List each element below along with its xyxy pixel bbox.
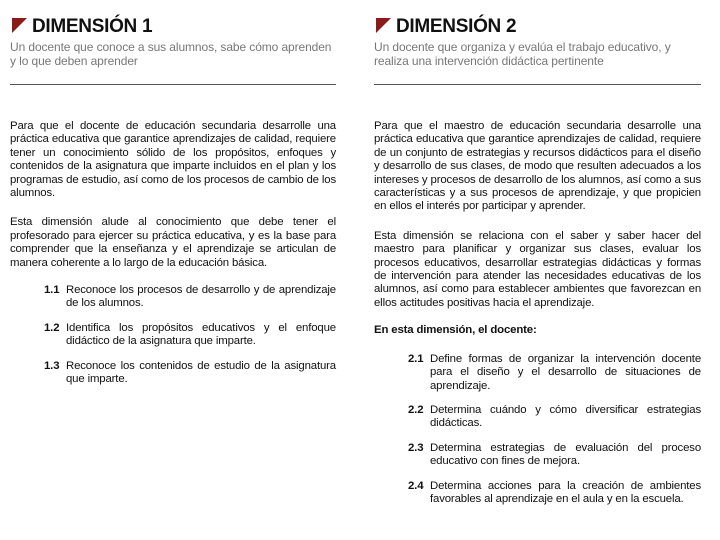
- corner-marker-icon: [12, 18, 27, 33]
- dimension-1-list: [44, 284, 336, 386]
- dimension-1-header: [10, 14, 336, 40]
- item-text: Define formas de organizar la intervención docente para el diseño y el desarrollo de situaciones de aprendizaje.: [430, 352, 701, 392]
- divider: [374, 84, 701, 85]
- item-text: Reconoce los contenidos de estudio de la asignatura que imparte.: [66, 359, 336, 386]
- dimension-2-lead: En esta dimensión, el docente:: [374, 324, 537, 337]
- item-number: 1.2: [44, 321, 60, 334]
- item-text: Determina estrategias de evaluación del proceso educativo con fines de mejora.: [430, 441, 701, 468]
- dimension-2-list: [408, 353, 701, 507]
- corner-marker-icon: [376, 18, 391, 33]
- item-number: 2.3: [408, 441, 424, 454]
- dimension-1-paragraph-1: Para que el docente de educación secundaria desarrolle una práctica educativa que garantice aprendizajes de calidad, requiere tener un conocimiento sólido de los propósitos, enfoques y contenidos de la asignatura que imparte incluidos en el plan y los programas de estudio, así como de los procesos de cambio de los alumnos.: [10, 120, 336, 200]
- list-item: [44, 284, 336, 311]
- item-number: 2.2: [408, 403, 424, 416]
- dimension-2-header: [374, 14, 701, 40]
- divider: [10, 84, 336, 85]
- dimension-1-title: DIMENSIÓN 1: [32, 16, 153, 37]
- list-item: [408, 442, 701, 469]
- list-item: [408, 404, 701, 431]
- dimension-2-subtitle: Un docente que organiza y evalúa el trabajo educativo, y realiza una intervención didáctica pertinente: [374, 40, 671, 68]
- item-number: 2.1: [408, 352, 424, 365]
- list-item: [408, 480, 701, 507]
- item-number: 1.1: [44, 284, 60, 297]
- dimension-2-title: DIMENSIÓN 2: [396, 16, 517, 37]
- item-number: 2.4: [408, 479, 424, 492]
- dimension-2-paragraph-1: Para que el maestro de educación secundaria desarrolle una práctica educativa que garantice aprendizajes de calidad, requiere de un conjunto de estrategias y recursos didácticos para el diseño y desarrollo de sus clases, de modo que resulten adecuados a los intereses y procesos de desarrollo de los alumnos, así como a sus características y a sus procesos de aprendizaje, y que propicien en ellos el interés por participar y aprender.: [374, 120, 701, 213]
- list-item: [44, 360, 336, 387]
- dimension-1-subtitle: Un docente que conoce a sus alumnos, sabe cómo aprenden y lo que deben aprender: [10, 40, 332, 68]
- dimension-1-paragraph-2: Esta dimensión alude al conocimiento que debe tener el profesorado para ejercer su práctica educativa, y es la base para comprender que la enseñanza y el aprendizaje se articulan de manera coherente a lo largo de la educación básica.: [10, 216, 336, 269]
- dimension-1-column: [10, 0, 336, 398]
- list-item: [44, 322, 336, 349]
- list-item: [408, 353, 701, 393]
- item-text: Determina acciones para la creación de ambientes favorables al aprendizaje en el aula y en la escuela.: [430, 479, 701, 505]
- item-text: Determina cuándo y cómo diversificar estrategias didácticas.: [430, 403, 701, 430]
- item-text: Identifica los propósitos educativos y el enfoque didáctico de la asignatura que imparte.: [66, 321, 336, 348]
- item-number: 1.3: [44, 359, 60, 372]
- item-text: Reconoce los procesos de desarrollo y de aprendizaje de los alumnos.: [66, 284, 336, 310]
- dimension-2-paragraph-2: Esta dimensión se relaciona con el saber y saber hacer del maestro para planificar y organizar sus clases, evaluar los procesos educativos, desarrollar estrategias didácticas y formas de intervención para atender las necesidades educativas de los alumnos, así como para establecer ambientes que favorezcan en ellos actitudes positivas hacia el aprendizaje.: [374, 229, 701, 309]
- dimension-2-column: [374, 0, 701, 517]
